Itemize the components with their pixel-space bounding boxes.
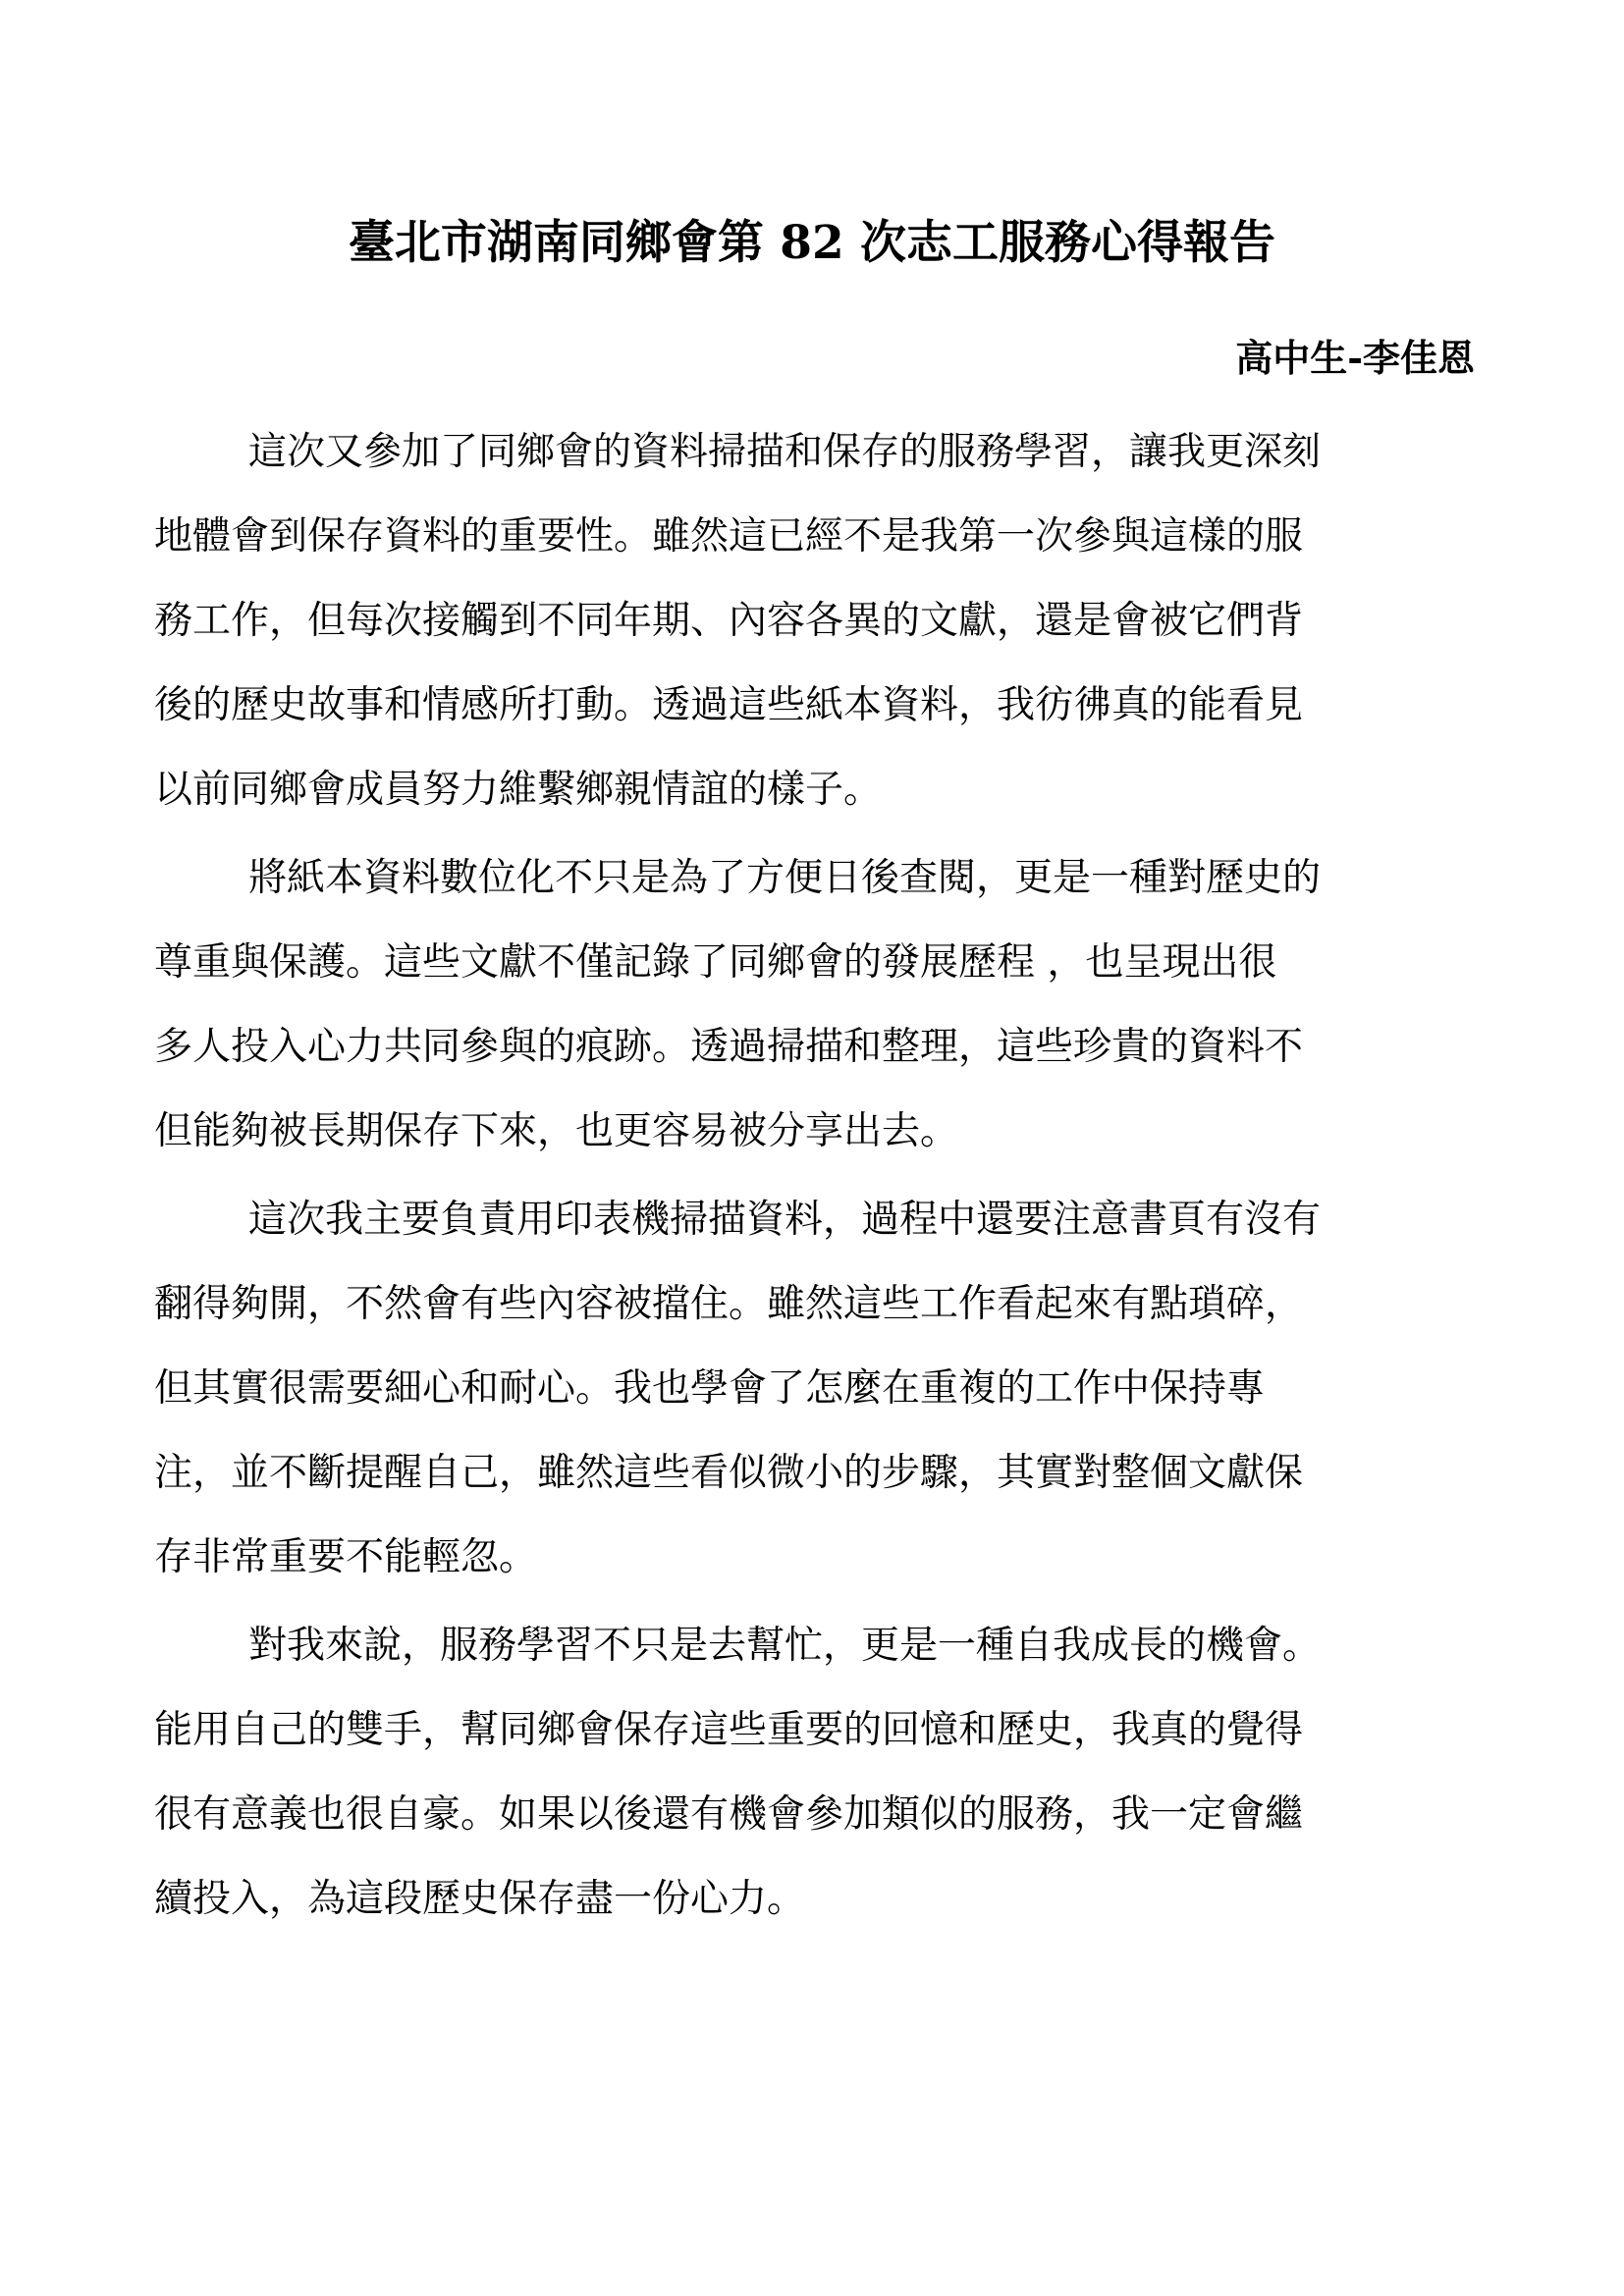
paragraph-line: 能用自己的雙手，幫同鄉會保存這些重要的回憶和歷史，我真的覺得 (154, 1708, 1304, 1752)
paragraph-line: 以前同鄉會成員努力維繫鄉親情誼的樣子。 (154, 768, 883, 812)
paragraph-line: 務工作，但每次接觸到不同年期、內容各異的文獻，還是會被它們背 (154, 599, 1304, 643)
author-line: 高中生-李佳恩 (1235, 336, 1475, 380)
paragraph-2 (154, 854, 1480, 1192)
paragraph-4 (154, 1622, 1480, 1959)
paragraph-1 (154, 428, 1480, 850)
paragraph-line: 將紙本資料數位化不只是為了方便日後查閱，更是一種對歷史的 (248, 856, 1322, 900)
paragraph-line: 這次又參加了同鄉會的資料掃描和保存的服務學習，讓我更深刻 (248, 430, 1322, 474)
paragraph-line: 很有意義也很自豪。如果以後還有機會參加類似的服務，我一定會繼 (154, 1792, 1304, 1837)
paragraph-line: 注，並不斷提醒自己，雖然這些看似微小的步驟，其實對整個文獻保 (154, 1451, 1304, 1495)
paragraph-line: 續投入，為這段歷史保存盡一份心力。 (154, 1877, 806, 1921)
document-title: 臺北市湖南同鄉會第 82 次志工服務心得報告 (348, 216, 1276, 270)
paragraph-line: 存非常重要不能輕忽。 (154, 1535, 538, 1579)
paragraph-line: 但其實很需要細心和耐心。我也學會了怎麼在重複的工作中保持專 (154, 1366, 1266, 1411)
paragraph-line: 地體會到保存資料的重要性。雖然這已經不是我第一次參與這樣的服 (154, 514, 1304, 559)
paragraph-line: 後的歷史故事和情感所打動。透過這些紙本資料，我彷彿真的能看見 (154, 683, 1304, 727)
paragraph-3 (154, 1196, 1480, 1618)
paragraph-line: 但能夠被長期保存下來，也更容易被分享出去。 (154, 1109, 959, 1153)
paragraph-line: 尊重與保護。這些文獻不僅記錄了同鄉會的發展歷程 ，也呈現出很 (154, 940, 1277, 985)
paragraph-line: 這次我主要負責用印表機掃描資料，過程中還要注意書頁有沒有 (248, 1198, 1322, 1242)
paragraph-line: 翻得夠開，不然會有些內容被擋住。雖然這些工作看起來有點瑣碎， (154, 1282, 1304, 1326)
paragraph-line: 對我來說，服務學習不只是去幫忙，更是一種自我成長的機會。 (248, 1624, 1322, 1668)
paragraph-line: 多人投入心力共同參與的痕跡。透過掃描和整理，這些珍貴的資料不 (154, 1025, 1304, 1069)
